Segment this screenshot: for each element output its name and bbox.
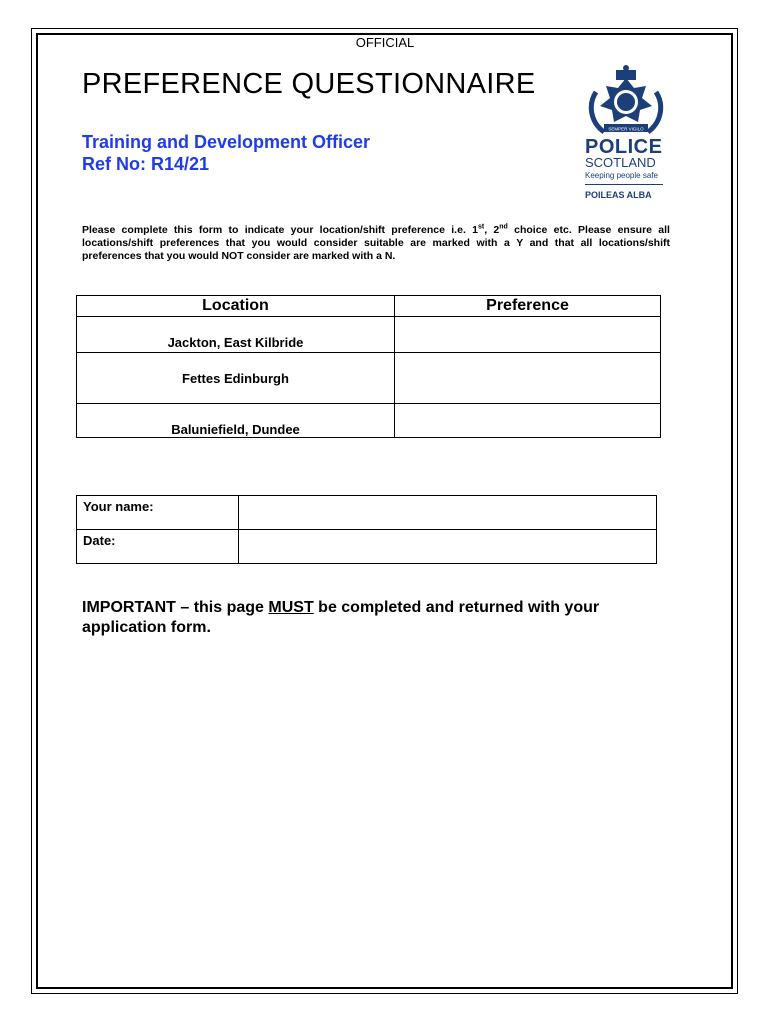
logo-tagline: Keeping people safe: [585, 171, 658, 180]
logo-gaelic-name: POILEAS ALBA: [585, 190, 652, 200]
important-text-1: IMPORTANT – this page: [82, 599, 269, 616]
logo-divider: [585, 184, 663, 185]
table-header-row: [77, 296, 661, 317]
preference-cell[interactable]: [395, 353, 661, 404]
column-header-location: Location: [77, 296, 395, 317]
preference-cell[interactable]: [395, 317, 661, 353]
date-field[interactable]: [239, 530, 656, 563]
instructions-text-3: choice etc. Please ensure all locations/shift preferences that you would consider suitable are marked with a Y and that all locations/shift preferences that you would NOT consider are marked with a N.: [82, 224, 670, 262]
preference-input[interactable]: [395, 326, 660, 343]
table-row: [77, 530, 657, 564]
logo-wordmark-scotland: SCOTLAND: [585, 155, 656, 170]
classification-label: OFFICIAL: [355, 35, 415, 50]
crest-motto: SEMPER VIGILO: [608, 126, 644, 132]
important-emphasis: MUST: [268, 599, 314, 616]
reference-number: Ref No: R14/21: [82, 154, 210, 174]
preference-input[interactable]: [395, 412, 660, 429]
important-text-2: be completed and returned with your application form.: [82, 599, 600, 636]
job-title: Training and Development Officer: [82, 132, 371, 152]
job-heading: [82, 131, 370, 175]
name-field[interactable]: [239, 496, 656, 529]
table-row: [77, 404, 661, 438]
preference-input[interactable]: [395, 369, 660, 386]
location-cell: Fettes Edinburgh: [77, 353, 395, 404]
logo-wordmark-police: POLICE: [585, 136, 663, 158]
instructions-text-1: Please complete this form to indicate your location/shift preference i.e. 1: [82, 224, 478, 236]
page-title: PREFERENCE QUESTIONNAIRE: [82, 68, 536, 100]
table-row: [77, 496, 657, 530]
column-header-preference: Preference: [395, 296, 661, 317]
name-field-cell[interactable]: [239, 496, 657, 530]
instructions-sup-2: nd: [499, 223, 508, 231]
date-field-cell[interactable]: [239, 530, 657, 564]
preference-table: [76, 295, 661, 438]
instructions-sup-1: st: [477, 223, 485, 231]
police-scotland-crest-icon: [582, 64, 670, 204]
instructions-paragraph: [82, 224, 670, 263]
table-row: [77, 353, 661, 404]
applicant-details-table: [76, 495, 657, 564]
table-row: [77, 317, 661, 353]
location-cell: Baluniefield, Dundee: [77, 404, 395, 438]
name-label: Your name:: [77, 496, 239, 530]
instructions-text-2: , 2: [484, 224, 500, 236]
preference-cell[interactable]: [395, 404, 661, 438]
important-notice: [82, 598, 682, 638]
date-label: Date:: [77, 530, 239, 564]
location-cell: Jackton, East Kilbride: [77, 317, 395, 353]
